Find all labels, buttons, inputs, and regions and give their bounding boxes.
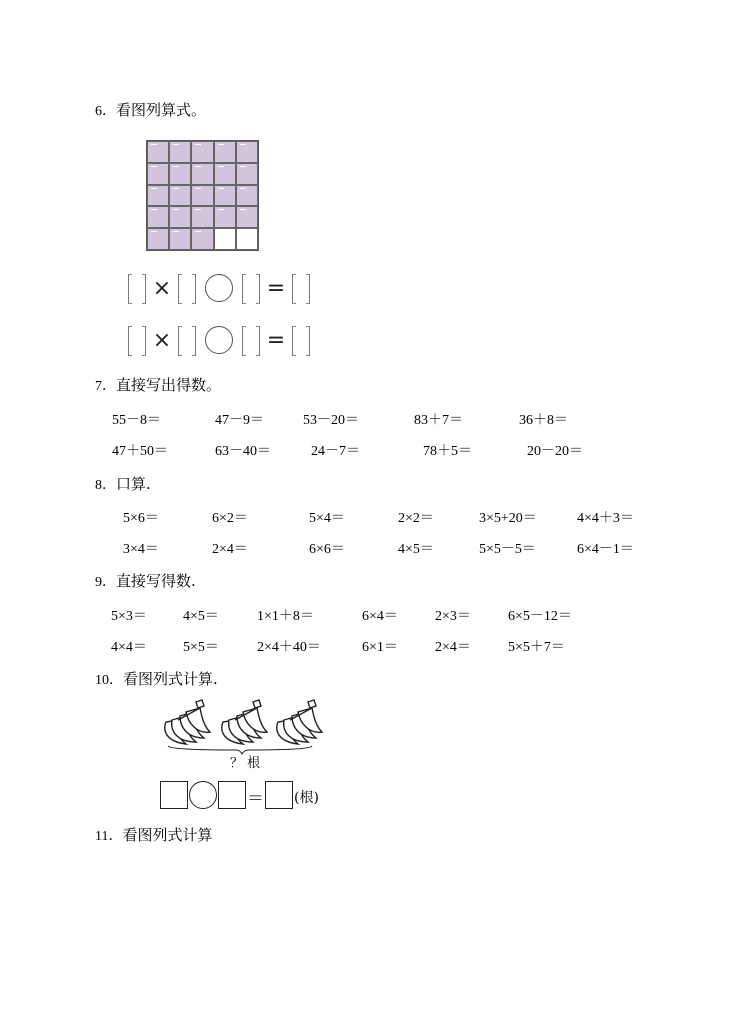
q6-heading: [95, 99, 206, 120]
q6-square-grid: [146, 140, 259, 251]
question-label: ？ 根: [230, 756, 261, 771]
expression: 20－20＝: [527, 444, 583, 459]
times-sign: ×: [152, 327, 172, 353]
q7-title: 直接写出得数。: [116, 376, 222, 394]
expression: 6×5－12＝: [508, 609, 572, 624]
expression: 2×4＋40＝: [257, 640, 321, 655]
expression: 78＋5＝: [423, 444, 472, 459]
answer-blank[interactable]: [238, 326, 264, 354]
expression: 1×1＋8＝: [257, 609, 314, 624]
expression: 5×4＝: [309, 511, 345, 526]
expression: 24－7＝: [311, 444, 360, 459]
grid-cell-shaded: [147, 141, 169, 163]
q10-number: 10．: [95, 673, 123, 688]
expression: 53－20＝: [303, 413, 359, 428]
expression: 4×5＝: [398, 542, 434, 557]
answer-blank[interactable]: [288, 274, 314, 302]
grid-cell-shaded: [169, 185, 191, 207]
grid-cell-shaded: [191, 163, 213, 185]
equals-sign: ＝: [247, 789, 264, 809]
grid-cell-shaded: [236, 141, 258, 163]
grid-cell-shaded: [191, 141, 213, 163]
answer-blank[interactable]: [124, 326, 150, 354]
expression: 4×4＝: [111, 640, 147, 655]
expression: 5×6＝: [123, 511, 159, 526]
q7-number: 7．: [95, 379, 116, 394]
grid-cell-shaded: [191, 228, 213, 250]
q11-number: 11．: [95, 829, 123, 844]
grid-cell-shaded: [191, 206, 213, 228]
grid-cell-shaded: [169, 228, 191, 250]
grid-cell-shaded: [147, 163, 169, 185]
expression: 83＋7＝: [414, 413, 463, 428]
grid-cell-shaded: [169, 141, 191, 163]
q7-heading: [95, 374, 221, 395]
equals-sign: =: [266, 275, 286, 301]
grid-cell-shaded: [214, 163, 236, 185]
answer-box[interactable]: [265, 781, 293, 809]
operator-circle[interactable]: [205, 326, 233, 354]
expression: 5×5＝: [183, 640, 219, 655]
expression: 6×2＝: [212, 511, 248, 526]
expression: 6×1＝: [362, 640, 398, 655]
expression: 4×5＝: [183, 609, 219, 624]
expression: 47＋50＝: [112, 444, 168, 459]
grid-cell-shaded: [191, 185, 213, 207]
expression: 6×4＝: [362, 609, 398, 624]
q11-heading: [95, 824, 213, 845]
expression: 6×4－1＝: [577, 542, 634, 557]
answer-blank[interactable]: [174, 326, 200, 354]
answer-blank[interactable]: [174, 274, 200, 302]
answer-blank[interactable]: [238, 274, 264, 302]
q11-title: 看图列式计算: [122, 826, 213, 844]
grid-cell-shaded: [214, 185, 236, 207]
times-sign: ×: [152, 275, 172, 301]
equals-sign: =: [266, 327, 286, 353]
q8-title: 口算.: [116, 475, 151, 493]
expression: 2×3＝: [435, 609, 471, 624]
grid-cell-shaded: [236, 206, 258, 228]
expression: 2×2＝: [398, 511, 434, 526]
grid-cell-shaded: [147, 206, 169, 228]
grid-cell-shaded: [236, 163, 258, 185]
operator-circle[interactable]: [205, 274, 233, 302]
expression: 2×4＝: [212, 542, 248, 557]
q10-title: 看图列式计算.: [123, 670, 218, 688]
q9-heading: [95, 570, 196, 591]
q8-number: 8．: [95, 478, 116, 493]
grid-cell-shaded: [169, 206, 191, 228]
expression: 4×4＋3＝: [577, 511, 634, 526]
answer-blank[interactable]: [124, 274, 150, 302]
q9-number: 9．: [95, 575, 116, 590]
q6-equation-row-1: [122, 271, 316, 305]
expression: 6×6＝: [309, 542, 345, 557]
grid-cell-shaded: [147, 228, 169, 250]
grid-cell-shaded: [169, 163, 191, 185]
expression: 5×3＝: [111, 609, 147, 624]
operator-circle[interactable]: [189, 781, 217, 809]
unit-label: (根): [294, 790, 319, 806]
expression: 55－8＝: [112, 413, 161, 428]
expression: 5×5＋7＝: [508, 640, 565, 655]
grid-cell-empty: [214, 228, 236, 250]
expression: 47－9＝: [215, 413, 264, 428]
grid-cell-empty: [236, 228, 258, 250]
expression: 3×4＝: [123, 542, 159, 557]
banana-bunch-icon: [165, 700, 210, 744]
bananas-figure: [156, 698, 326, 756]
q6-number: 6．: [95, 104, 116, 119]
expression: 63－40＝: [215, 444, 271, 459]
expression: 36＋8＝: [519, 413, 568, 428]
answer-blank[interactable]: [288, 326, 314, 354]
expression: 5×5－5＝: [479, 542, 536, 557]
grid-cell-shaded: [147, 185, 169, 207]
q6-equation-row-2: [122, 323, 316, 357]
q10-heading: [95, 668, 218, 689]
q9-title: 直接写得数.: [116, 572, 196, 590]
q6-title: 看图列算式。: [116, 101, 207, 119]
answer-box[interactable]: [160, 781, 188, 809]
grid-cell-shaded: [214, 141, 236, 163]
q8-heading: [95, 473, 151, 494]
grid-cell-shaded: [236, 185, 258, 207]
answer-box[interactable]: [218, 781, 246, 809]
expression: 2×4＝: [435, 640, 471, 655]
grid-cell-shaded: [214, 206, 236, 228]
expression: 3×5+20＝: [479, 511, 537, 526]
